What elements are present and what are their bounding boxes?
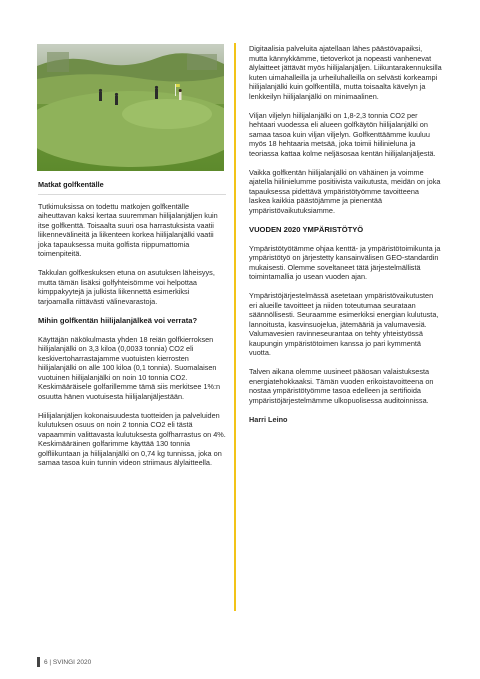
section-heading: VUODEN 2020 YMPÄRISTÖTYÖ (249, 224, 364, 234)
paragraph: Digitaalisia palveluita ajatellaan lähes päästövapaiksi, mutta kännykkämme, tietoverkot ja nopeasti vanhenevat älylaitteet jättävät myös hiilijalanjäljen. Liikuntarakennuksilla kuten uimahalleilla ja urheiluhalleilla on selvästi korkeampi hiilijalanjälki kuin golfkentillä, mutta toisaalta kävelyn ja lenkkeilyn hiilijalanjälki on minimaalinen. (249, 44, 442, 101)
footer-marker (37, 657, 40, 667)
author-name: Harri Leino (249, 414, 288, 424)
footer-text: 6 | SVINGI 2020 (44, 658, 92, 666)
paragraph: Vaikka golfkentän hiilijalanjälki on vähäinen ja voimme ajatella hiilinielumme positiivista vaikutusta, meidän on joka tapauksessa pidettävä ympäristötyömme tavoitteena laskea kaikkia päästöjämme ja pienentää ympäristövaikutuksiamme. (249, 167, 441, 215)
paragraph: Ympäristöjärjestelmässä asetetaan ympäristövaikutusten eri alueille tavoitteet ja niiden toteutumaa seurataan säännöllisesti. Seuraamme esimerkiksi energian kulutusta, lannoitusta, kasvinsuojelua, jätemääriä ja valumavesiä. Valumavesien ravinneseurantaa on tehty yhteistyössä kaupungin ympäristötoimen kanssa jo pari kymmentä vuotta. (249, 291, 439, 357)
paragraph: Talven aikana olemme uusineet pääosan valaistuksesta energiatehokkaaksi. Tämän vuoden erikoistavoitteena on nostaa ympäristötyömme tasoa edelleen ja sertifioida ympäristöjärjestelmämme ulkopuolisessa auditoinnissa. (249, 367, 434, 405)
caption-divider (38, 194, 226, 195)
paragraph: Käyttäjän näkökulmasta yhden 18 reiän golfkierroksen hiilijalanjälki on 3,3 kiloa (0,0033 tonnia) CO2 eli keskivertoharrastajamme vuotuisten kierrosten hiilijalanjälki on alle 100 kiloa (0,1 tonnia). Suomalaisen vuotuinen hiilijalanjälki on noin 10 tonnia CO2. Keskimääräisele golfarillemme tämä siis merkitsee 1%:n osuutta hänen vuotuisesta hiilijalanjäljestään. (38, 334, 221, 401)
left-column (38, 180, 226, 477)
paragraph: Tutkimuksissa on todettu matkojen golfkentälle aiheuttavan kaksi kertaa suuremman hiilijalanjäljen kuin itse golfkenttä. Toisaalta suuri osa harrastuksista vaatii liikennevälineitä ja liikenteen korkea hiilijalanjälki vaatii joka tapauksessa muita golfista riippumattomia toimenpiteitä. (38, 201, 218, 258)
right-column (249, 44, 442, 424)
photo-caption: Matkat golfkentälle (38, 180, 104, 189)
paragraph: Viljan viljelyn hiilijalanjälki on 1,8-2,3 tonnia CO2 per hehtaari vuodessa eli alueen golfkäytön hiilijalanjälki on samaa tasoa kuin viljan viljelyn. Golfkenttäämme kuuluu myös 18 hehtaaria metsää, joka toimii hiilinieluna ja teoriassa kattaa kolme neljäsosaa kentän hiilijalanjäljestä. (249, 110, 436, 158)
column-divider (234, 43, 236, 611)
paragraph: Hiilijalanjäljen kokonaisuudesta tuotteiden ja palveluiden kulutuksen osuus on noin 2 tonnia CO2 eli tästä vapaammin valittavasta kulutuksesta golfharrastus on 4%. Keskimääräinen golfarimme käyttää 130 tonnia golfliikuntaan ja hiilijalanjälki on 0,74 kg tunnissa, joka on samaa tasoa kuin tunnin videon striimaus älylaitteella. (38, 410, 226, 467)
section-heading: Mihin golfkentän hiilijalanjälkeä voi verrata? (38, 315, 198, 325)
paragraph: Ympäristötyötämme ohjaa kenttä- ja ympäristötoimikunta ja ympäristötyö on järjestetty kansainvälisen GEO-standardin mukaisesti. Olemme soveltaneet tätä järjestelmällistä toimintamallia jo usean vuoden ajan. (249, 243, 441, 281)
paragraph: Takkulan golfkeskuksen etuna on asutuksen läheisyys, mutta tämän lisäksi golfyhteisömme voi helpottaa kimppakyytejä ja julkista liikennettä esimerkiksi tarjoamalla riittävästi välinevarastoja. (38, 268, 215, 306)
golf-course-photo (37, 44, 224, 171)
page-footer (37, 656, 91, 668)
